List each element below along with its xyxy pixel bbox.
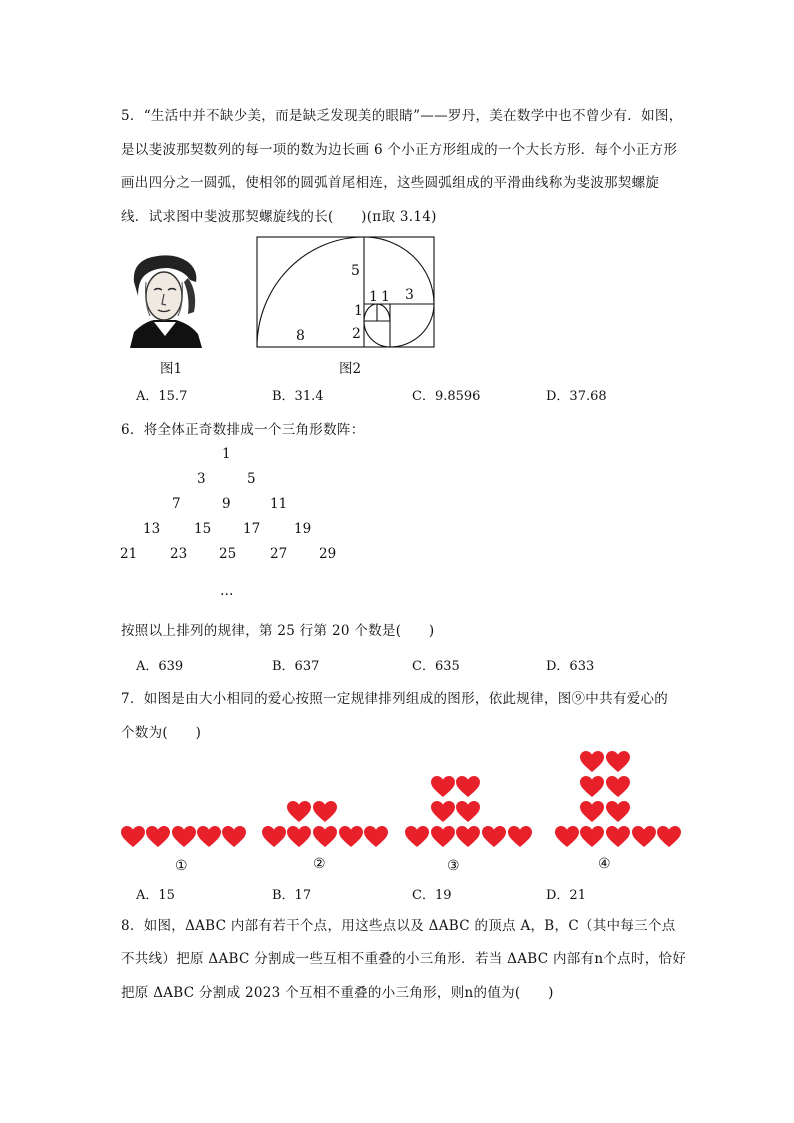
triangle-number: 7 (172, 496, 181, 512)
heart-icon (431, 826, 455, 848)
q5-option-b[interactable]: B．31.4 (272, 389, 324, 404)
q7-option-b[interactable]: B．17 (272, 888, 312, 903)
q5-option-a[interactable]: A．15.7 (136, 389, 188, 404)
fig2-number: 5 (351, 263, 360, 279)
heart-icon (580, 801, 604, 823)
fig2-number: 2 (352, 326, 361, 342)
triangle-ellipsis: … (220, 583, 234, 599)
heart-icon (431, 801, 455, 823)
triangle-number: 25 (219, 546, 237, 562)
heart-icon (580, 776, 604, 798)
heart-icon (313, 801, 337, 823)
heart-icon (172, 826, 196, 848)
q8-line-3: 把原 ΔABC 分割成 2023 个互相不重叠的小三角形，则n的值为( ) (121, 985, 554, 1001)
heart-icon (632, 826, 656, 848)
triangle-number: 11 (270, 496, 288, 512)
heart-icon (482, 826, 506, 848)
q5-option-c[interactable]: C．9.8596 (412, 389, 481, 404)
heart-icon (287, 826, 311, 848)
q7-option-d[interactable]: D．21 (546, 888, 586, 903)
heart-icon (339, 826, 363, 848)
q6-option-b[interactable]: B．637 (272, 659, 320, 674)
heart-icon (431, 776, 455, 798)
triangle-number: 5 (247, 471, 256, 487)
triangle-number: 29 (319, 546, 337, 562)
q8-line-1: 8．如图，ΔABC 内部有若干个点，用这些点以及 ΔABC 的顶点 A，B，C（其中每三个点 (121, 918, 676, 934)
heart-icon (313, 826, 337, 848)
q6-option-c[interactable]: C．635 (412, 659, 460, 674)
triangle-number: 23 (170, 546, 188, 562)
fig2-number: 1 (354, 303, 363, 319)
heart-icon (405, 826, 429, 848)
heart-icon (364, 826, 388, 848)
heart-icon (262, 826, 286, 848)
figure-label: ④ (598, 856, 611, 872)
q5-line-4: 线．试求图中斐波那契螺旋线的长( )(π取 3.14) (121, 209, 437, 225)
heart-icon (555, 826, 579, 848)
fig2-caption: 图2 (339, 361, 362, 377)
q5-line-1: 5．“生活中并不缺少美，而是缺乏发现美的眼睛”——罗丹，美在数学中也不曾少有．如图， (121, 108, 683, 124)
fig1-caption: 图1 (160, 361, 183, 377)
fibonacci-portrait (124, 252, 206, 348)
q6-line-1: 6．将全体正奇数排成一个三角形数阵： (121, 422, 365, 438)
figure-label: ① (175, 858, 188, 874)
q6-option-a[interactable]: A．639 (136, 659, 184, 674)
heart-icon (606, 776, 630, 798)
triangle-number: 21 (120, 546, 138, 562)
heart-icon (606, 801, 630, 823)
fig2-number: 1 (369, 289, 378, 305)
heart-icon (456, 801, 480, 823)
heart-icon (456, 776, 480, 798)
heart-icon (197, 826, 221, 848)
heart-icon (580, 826, 604, 848)
heart-icon (508, 826, 532, 848)
figure-label: ② (313, 856, 326, 872)
q7-line-2: 个数为( ) (121, 725, 202, 741)
heart-icon (456, 826, 480, 848)
triangle-number: 9 (222, 496, 231, 512)
fig2-number: 8 (296, 328, 305, 344)
heart-icon (121, 826, 145, 848)
triangle-number: 17 (243, 521, 261, 537)
q7-option-c[interactable]: C．19 (412, 888, 452, 903)
q5-line-3: 画出四分之一圆弧，使相邻的圆弧首尾相连，这些圆弧组成的平滑曲线称为斐波那契螺旋 (121, 175, 660, 191)
q5-line-2: 是以斐波那契数列的每一项的数为边长画 6 个小正方形组成的一个大长方形．每个小正方形 (121, 142, 678, 158)
heart-icon (606, 751, 630, 773)
q7-option-a[interactable]: A．15 (136, 888, 175, 903)
triangle-number: 19 (294, 521, 312, 537)
q8-line-2: 不共线）把原 ΔABC 分割成一些互相不重叠的小三角形．若当 ΔABC 内部有n个点时，恰好 (121, 951, 687, 967)
q6-line-2: 按照以上排列的规律，第 25 行第 20 个数是( ) (121, 623, 435, 639)
heart-icon (657, 826, 681, 848)
triangle-number: 27 (270, 546, 288, 562)
heart-icon (222, 826, 246, 848)
fig2-number: 1 (381, 289, 390, 305)
triangle-number: 1 (222, 446, 231, 462)
heart-icon (606, 826, 630, 848)
triangle-number: 3 (197, 471, 206, 487)
q6-option-d[interactable]: D．633 (546, 659, 595, 674)
triangle-number: 15 (194, 521, 212, 537)
heart-icon (287, 801, 311, 823)
figure-label: ③ (447, 858, 460, 874)
fig2-number: 3 (405, 287, 414, 303)
triangle-number: 13 (143, 521, 161, 537)
q5-option-d[interactable]: D．37.68 (546, 389, 607, 404)
q7-line-1: 7．如图是由大小相同的爱心按照一定规律排列组成的图形，依此规律，图⑨中共有爱心的 (121, 691, 669, 707)
heart-icon (146, 826, 170, 848)
heart-icon (580, 751, 604, 773)
